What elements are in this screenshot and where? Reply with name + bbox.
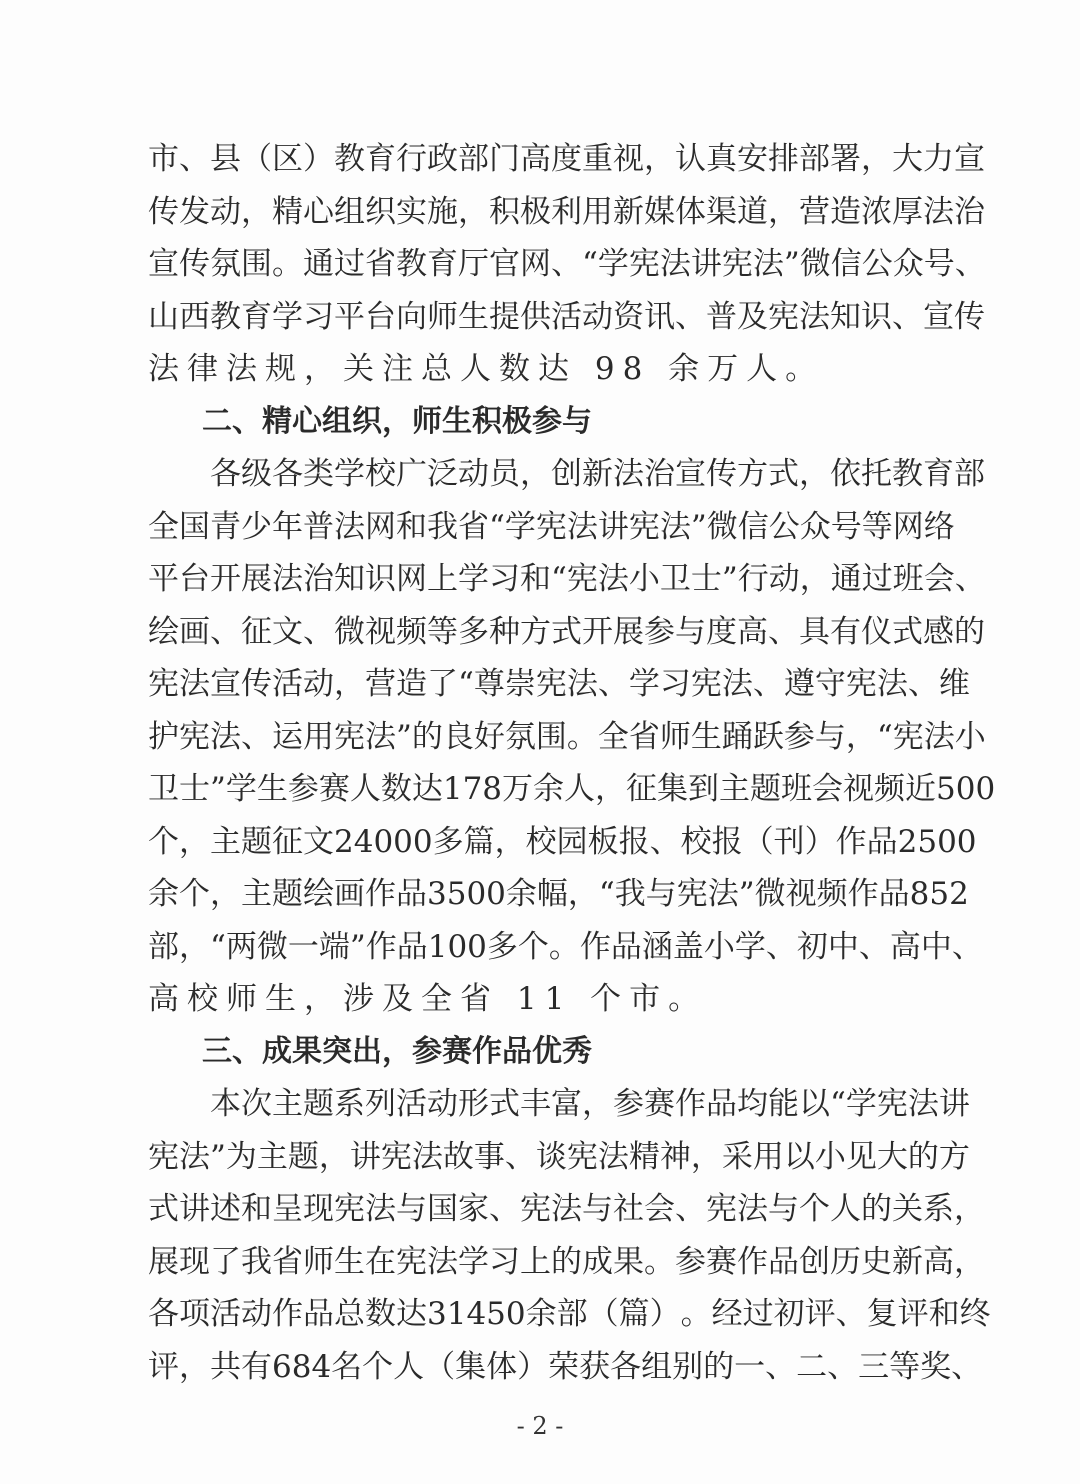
paragraph-line: 本 次 主 题 系 列 活 动 形 式 丰 富 ， 参 赛 作 品 均 能 以 “ 学 宪 法 讲 <box>210 1086 970 1122</box>
paragraph-line: 个 ， 主 题 征 文 24000 多 篇 ， 校 园 板 报 、 校 报 （ 刊 ） 作 品 2500 <box>148 823 977 860</box>
paragraph-line: 平 台 开 展 法 治 知 识 网 上 学 习 和 “ 宪 法 小 卫 士 ” 行 动 ， 通 过 班 会 、 <box>148 561 986 597</box>
paragraph-line: 法律法规，关注总人数达 98 余万人。 <box>148 351 825 387</box>
paragraph-line: 全 国 青 少 年 普 法 网 和 我 省 “ 学 宪 法 讲 宪 法 ” 微 信 公 众 号 等 网 络 <box>148 508 955 545</box>
paragraph-line: 评 ， 共 有 684 名 个 人 （ 集 体 ） 荣 获 各 组 别 的 一 、 二 、 三 等 奖 、 <box>148 1348 983 1385</box>
paragraph-line: 市 、 县 （ 区 ） 教 育 行 政 部 门 高 度 重 视 ， 认 真 安 排 部 署 ， 大 力 宣 <box>148 141 985 177</box>
paragraph-line: 绘 画 、 征 文 、 微 视 频 等 多 种 方 式 开 展 参 与 度 高 、 具 有 仪 式 感 的 <box>148 613 985 650</box>
section-heading: 二、精心组织，师生积极参与 <box>202 403 592 439</box>
paragraph-line: 余 个 ， 主 题 绘 画 作 品 3500 余 幅 ， “ 我 与 宪 法 ” 微 视 频 作 品 852 <box>148 876 969 912</box>
paragraph-line: 宣 传 氛 围 。 通 过 省 教 育 厅 官 网 、 “ 学 宪 法 讲 宪 法 ” 微 信 公 众 号 、 <box>148 246 986 282</box>
paragraph-line: 护 宪 法 、 运 用 宪 法 ” 的 良 好 氛 围 。 全 省 师 生 踊 跃 参 与 ， “ 宪 法 小 <box>148 718 986 755</box>
section-heading: 三、成果突出，参赛作品优秀 <box>202 1033 592 1069</box>
page-number: - 2 - <box>516 1412 564 1440</box>
paragraph-line: 高校师生，涉及全省 11 个市。 <box>148 981 708 1017</box>
paragraph-line: 各 级 各 类 学 校 广 泛 动 员 ， 创 新 法 治 宣 传 方 式 ， 依 托 教 育 部 <box>210 456 985 492</box>
paragraph-line: 山 西 教 育 学 习 平 台 向 师 生 提 供 活 动 资 讯 、 普 及 宪 法 知 识 、 宣 传 <box>148 298 985 335</box>
paragraph-line: 卫 士 ” 学 生 参 赛 人 数 达 178 万 余 人 ， 征 集 到 主 题 班 会 视 频 近 500 <box>148 771 996 807</box>
paragraph-line: 宪 法 ” 为 主 题 ， 讲 宪 法 故 事 、 谈 宪 法 精 神 ， 采 用 以 小 见 大 的 方 <box>148 1138 970 1175</box>
paragraph-line: 式 讲 述 和 呈 现 宪 法 与 国 家 、 宪 法 与 社 会 、 宪 法 与 个 人 的 关 系 ， <box>148 1191 985 1227</box>
paragraph-line: 展 现 了 我 省 师 生 在 宪 法 学 习 上 的 成 果 。 参 赛 作 品 创 历 史 新 高 ， <box>148 1243 985 1280</box>
document-body <box>148 133 996 1393</box>
paragraph-line: 部 ， “ 两 微 一 端 ” 作 品 100 多 个 。 作 品 涵 盖 小 学 、 初 中 、 高 中 、 <box>148 928 983 965</box>
paragraph-line: 传 发 动 ， 精 心 组 织 实 施 ， 积 极 利 用 新 媒 体 渠 道 ， 营 造 浓 厚 法 治 <box>148 193 985 230</box>
paragraph-line: 各 项 活 动 作 品 总 数 达 31450 余 部 （ 篇 ） 。 经 过 初 评 、 复 评 和 终 <box>148 1296 991 1332</box>
paragraph-line: 宪 法 宣 传 活 动 ， 营 造 了 “ 尊 崇 宪 法 、 学 习 宪 法 、 遵 守 宪 法 、 维 <box>148 666 970 702</box>
